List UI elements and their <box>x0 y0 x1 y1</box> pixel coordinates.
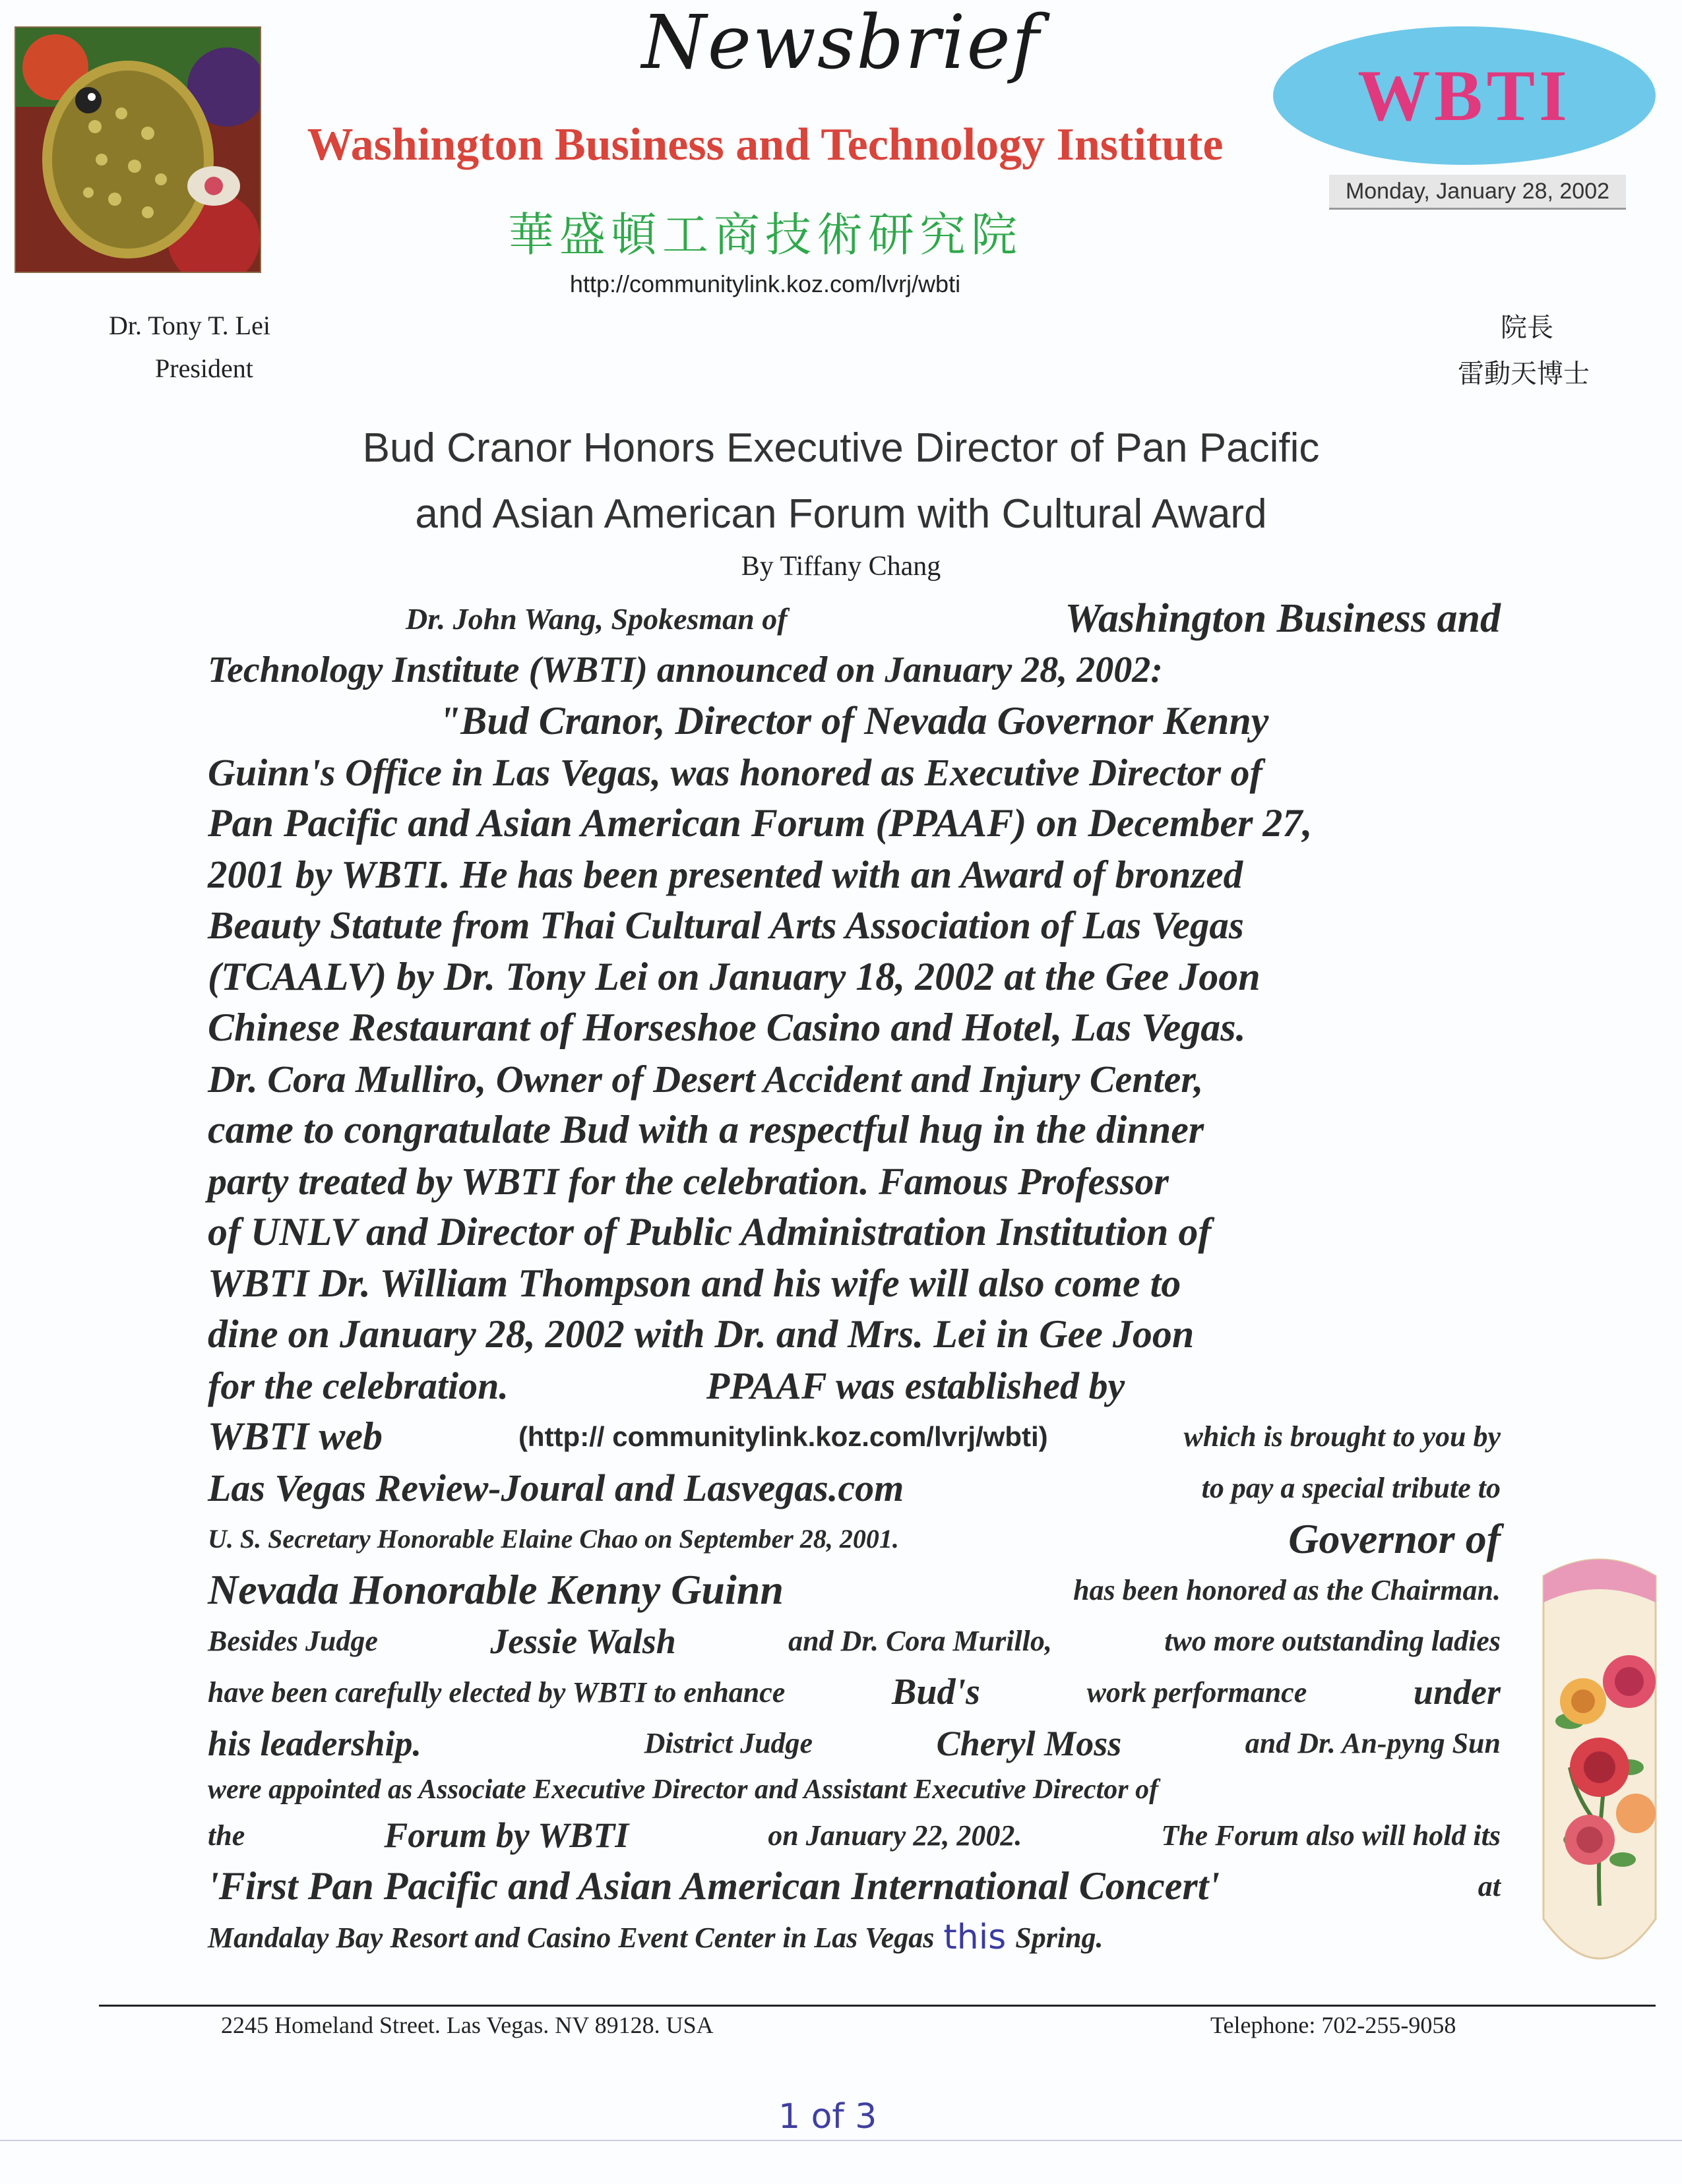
president-title: President <box>155 353 253 383</box>
footer-address: 2245 Homeland Street. Las Vegas. NV 89128. USA <box>221 2012 714 2038</box>
article-line: Dr. John Wang, Spokesman of Washington Business and <box>406 596 1501 642</box>
article-line: "Bud Cranor, Director of Nevada Governor Kenny <box>439 699 1269 743</box>
article-line: of UNLV and Director of Public Administration Institution of <box>208 1210 1212 1254</box>
article-line: WBTI web (http:// communitylink.koz.com/lvrj/wbti) which is brought to you by <box>208 1414 1501 1459</box>
article-line: Besides Judge Jessie Walsh and Dr. Cora Murillo, two more outstanding ladies <box>208 1621 1501 1661</box>
article-line: for the celebration. PPAAF was established by <box>208 1364 1125 1407</box>
article-line: (TCAALV) by Dr. Tony Lei on January 18, 2002 at the Gee Joon <box>208 954 1261 998</box>
organization-name-chinese: 華盛頓工商技術研究院 <box>508 208 1022 262</box>
article-line: party treated by WBTI for the celebration. Famous Professor <box>208 1159 1169 1203</box>
headline-line-1: Bud Cranor Honors Executive Director of Pan Pacific <box>362 425 1320 471</box>
article-line: Las Vegas Review-Joural and Lasvegas.com to pay a special tribute to <box>208 1466 1501 1509</box>
organization-name: Washington Business and Technology Institute <box>307 119 1224 170</box>
article-body <box>208 593 1501 1963</box>
article-line: his leadership. District Judge Cheryl Moss and Dr. An-pyng Sun <box>208 1723 1501 1763</box>
article-headline <box>132 415 1550 547</box>
handwritten-word: this <box>943 1918 1007 1958</box>
article-line: were appointed as Associate Executive Director and Assistant Executive Director of <box>208 1774 1159 1805</box>
wbti-logo <box>1273 26 1656 165</box>
wbti-logo-text: WBTI <box>1357 55 1571 136</box>
article-line: Dr. Cora Mulliro, Owner of Desert Accident and Injury Center, <box>208 1057 1204 1101</box>
article-line: 'First Pan Pacific and Asian American International Concert' at <box>208 1864 1501 1908</box>
article-line: dine on January 28, 2002 with Dr. and Mrs. Lei in Gee Joon <box>208 1312 1195 1356</box>
article-line: Beauty Statute from Thai Cultural Arts Association of Las Vegas <box>208 903 1244 948</box>
article-line: Mandalay Bay Resort and Casino Event Center in Las Vegas this Spring. <box>208 1918 1104 1958</box>
article-line: Guinn's Office in Las Vegas, was honored as Executive Director of <box>208 750 1262 794</box>
article-line: WBTI Dr. William Thompson and his wife will also come to <box>208 1261 1181 1305</box>
article-line: the Forum by WBTI on January 22, 2002. The Forum also will hold its <box>208 1815 1501 1856</box>
article-line: U. S. Secretary Honorable Elaine Chao on September 28, 2001. Governor of <box>208 1515 1501 1562</box>
article-line: Pan Pacific and Asian American Forum (PPAAF) on December 27, <box>208 801 1313 845</box>
article-line: Nevada Honorable Kenny Guinn has been honored as the Chairman. <box>208 1566 1501 1614</box>
organization-url: http://communitylink.koz.com/lvrj/wbti <box>569 270 961 297</box>
footer-telephone: Telephone: 702-255-9058 <box>1210 2012 1456 2038</box>
president-name-chinese: 雷動天博士 <box>1458 359 1590 389</box>
article-line: Technology Institute (WBTI) announced on January 28, 2002: <box>208 650 1163 691</box>
newsletter-title: Newsbrief <box>641 0 1041 86</box>
article-line: Chinese Restaurant of Horseshoe Casino and Hotel, Las Vegas. <box>208 1006 1246 1050</box>
article-line: came to congratulate Bud with a respectful hug in the dinner <box>208 1108 1204 1152</box>
article-line: 2001 by WBTI. He has been presented with an Award of bronzed <box>208 852 1243 896</box>
rose-image <box>1537 1550 1662 1978</box>
president-name: Dr. Tony T. Lei <box>109 311 270 340</box>
headline-line-2: and Asian American Forum with Cultural Award <box>415 491 1267 537</box>
president-title-chinese: 院長 <box>1501 313 1553 343</box>
issue-date: Monday, January 28, 2002 <box>1329 175 1626 210</box>
page-number: 1 of 3 <box>778 2097 877 2137</box>
article-byline: By Tiffany Chang <box>741 551 941 582</box>
bottom-divider <box>0 2140 1682 2141</box>
footer-divider <box>99 2005 1656 2007</box>
rose-illustration <box>1537 1550 1662 1978</box>
article-line: have been carefully elected by WBTI to enhance Bud's work performance under <box>208 1672 1501 1713</box>
